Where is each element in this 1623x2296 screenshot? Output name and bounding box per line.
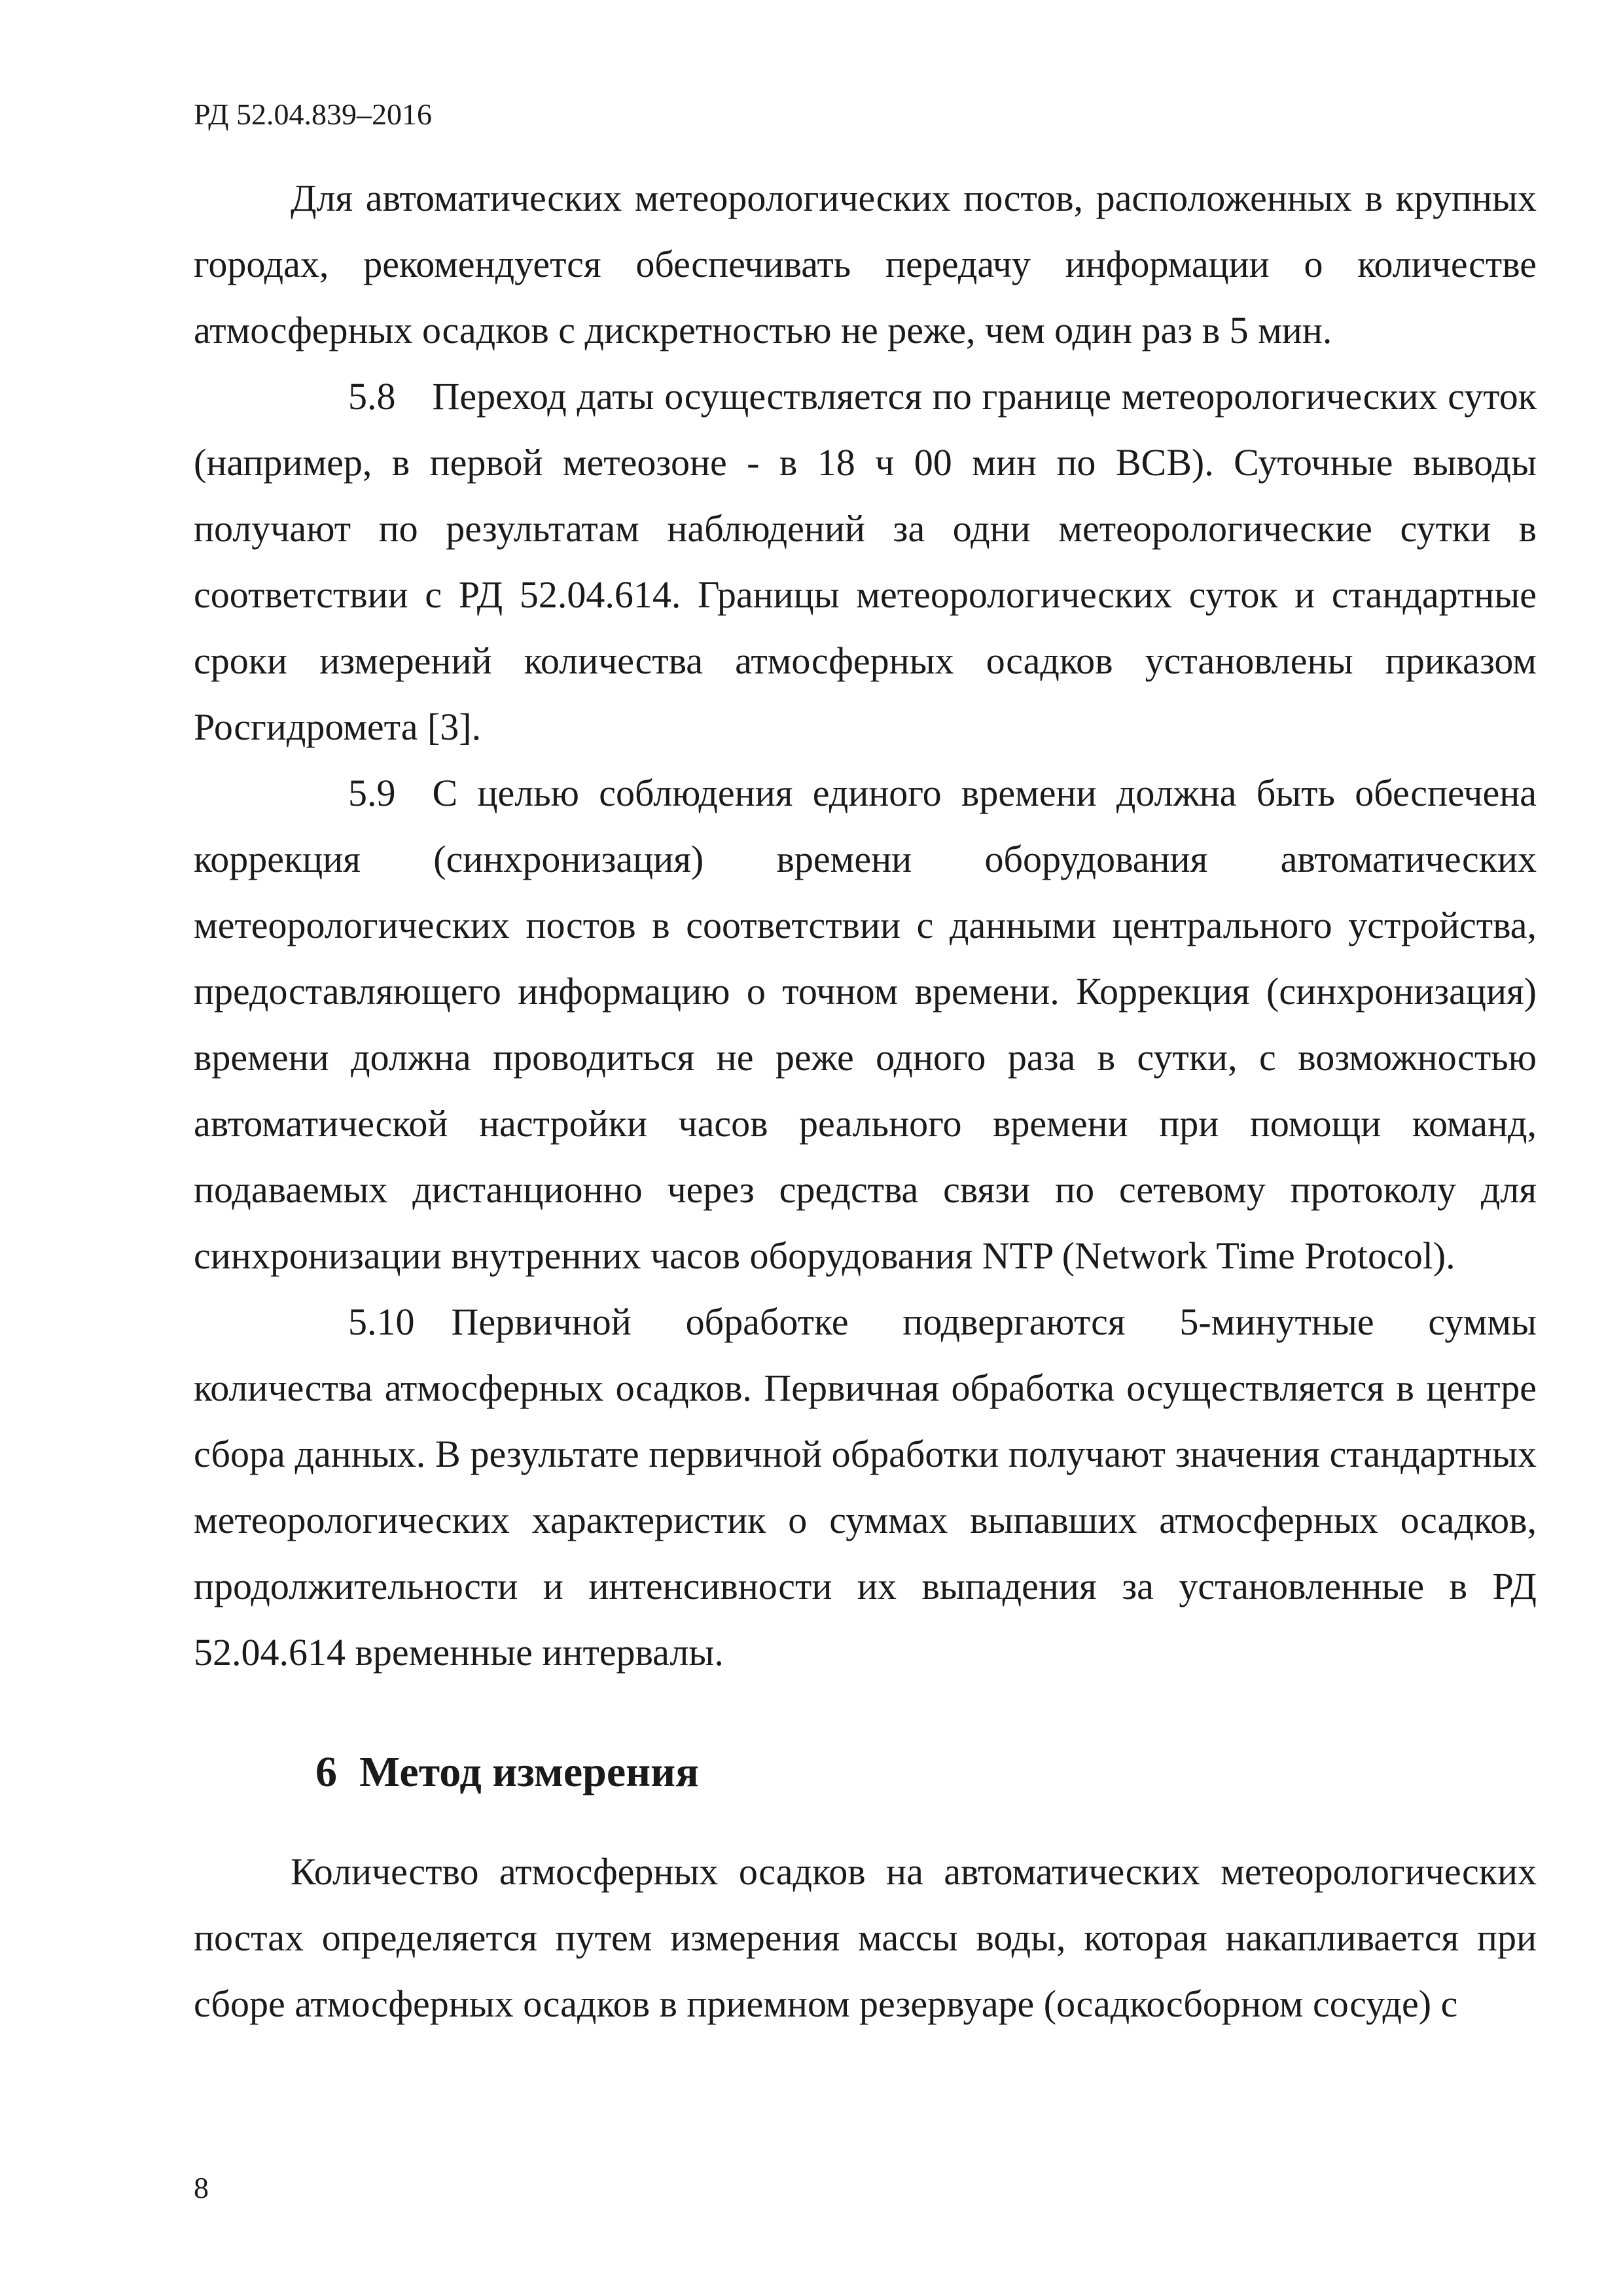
clause-text-5-10: Первичной обработке подвергаются 5-минутные суммы количества атмосферных осадков. Первичная обработка осуществляется в центре сбора данных. В результате первичной обработки получают значения стандартных метеорологических характеристик о суммах выпавших атмосферных осадков, продолжительности и интенсивности их выпадения за установленные в РД 52.04.614 временные интервалы. (194, 1300, 1537, 1674)
paragraph-5-9 (194, 760, 1537, 1289)
section-title: Метод измерения (359, 1748, 699, 1796)
clause-text-5-9: С целью соблюдения единого времени должна быть обеспечена коррекция (синхронизация) времени оборудования автоматических метеорологических постов в соответствии с данными центрального устройства, предоставляющего информацию о точном времени. Коррекция (синхронизация) времени должна проводиться не реже одного раза в сутки, с возможностью автоматической настройки часов реального времени при помощи команд, подаваемых дистанционно через средства связи по сетевому протоколу для синхронизации внутренних часов оборудования NTP (Network Time Protocol). (194, 772, 1537, 1277)
clause-text-5-8: Переход даты осуществляется по границе метеорологических суток (например, в первой метеозоне - в 18 ч 00 мин по ВСВ). Суточные выводы получают по результатам наблюдений за одни метеорологические сутки в соответствии с РД 52.04.614. Границы метеорологических суток и стандартные сроки измерений количества атмосферных осадков установлены приказом Росгидромета [3]. (194, 375, 1537, 748)
paragraph-5-8 (194, 363, 1537, 760)
clause-number-5-10: 5.10 (348, 1300, 415, 1343)
clause-number-5-9: 5.9 (348, 772, 396, 814)
document-body (194, 165, 1537, 2037)
paragraph-intro: Для автоматических метеорологических постов, расположенных в крупных городах, рекомендуется обеспечивать передачу информации о количестве атмосферных осадков с дискретностью не реже, чем один раз в 5 мин. (194, 177, 1537, 351)
paragraph-section-6: Количество атмосферных осадков на автоматических метеорологических постах определяется путем измерения массы воды, которая накапливается при сборе атмосферных осадков в приемном резервуаре (осадкосборном сосуде) с (194, 1850, 1537, 2025)
section-number: 6 (315, 1748, 337, 1796)
running-header: РД 52.04.839–2016 (194, 98, 433, 131)
page-number: 8 (194, 2171, 209, 2204)
clause-number-5-8: 5.8 (348, 375, 396, 418)
paragraph-5-10 (194, 1289, 1537, 1685)
section-heading (194, 1685, 1537, 1839)
